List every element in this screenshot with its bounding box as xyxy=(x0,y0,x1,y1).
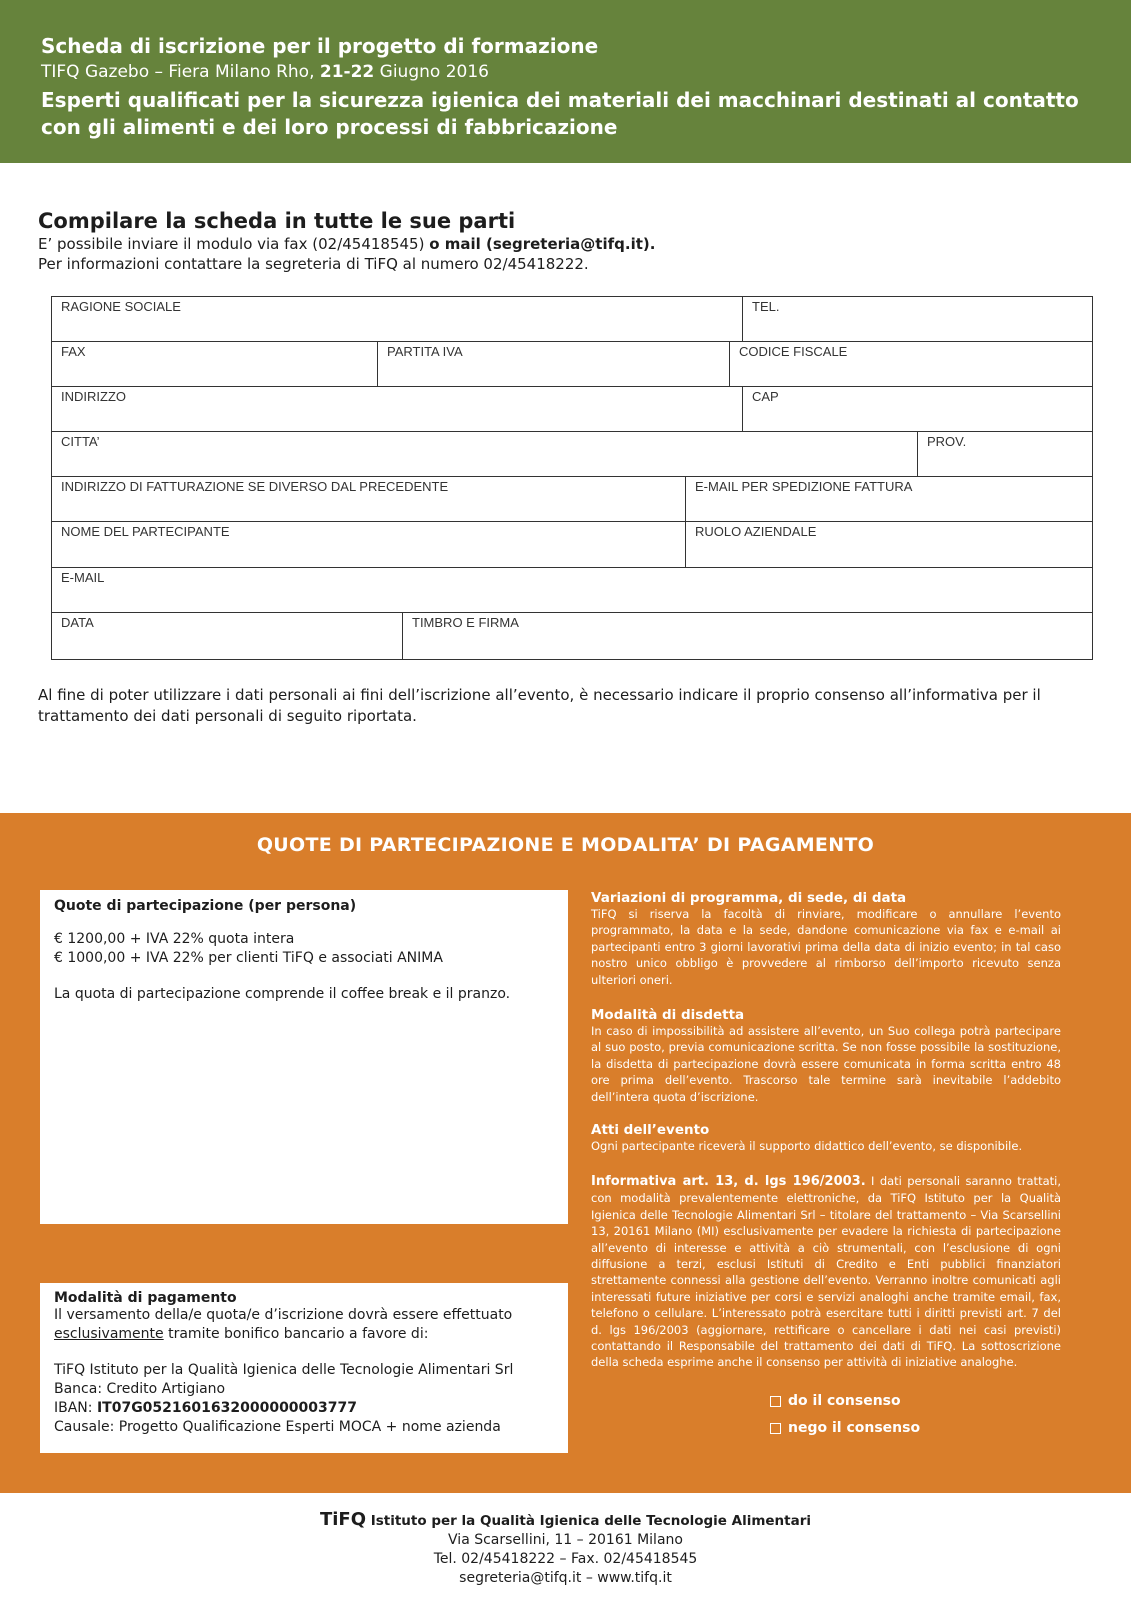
variazioni-text: TiFQ si riserva la facoltà di rinviare, modificare o annullare l’evento programmato, la data e la sede, dandone comunicazione via fax e e-mail ai partecipanti entro 3 giorni lavorativi prima della data di inizio evento; in tal caso nostro unico obbligo è provvedere al rimborso dell’importo ricevuto senza ulteriori oneri. xyxy=(591,907,1061,987)
quote-line: € 1200,00 + IVA 22% quota intera xyxy=(54,931,295,947)
payment-box xyxy=(40,1283,568,1453)
form-row xyxy=(52,297,1092,342)
checkbox-give[interactable] xyxy=(770,1396,781,1407)
course-subtitle: Esperti qualificati per la sicurezza igienica dei materiali dei macchinari destinati al contatto con gli alimenti e dei loro processi di fabbricazione xyxy=(41,88,1079,139)
field-cap[interactable]: CAP xyxy=(742,387,1092,431)
checkbox-deny[interactable] xyxy=(770,1423,781,1434)
field-partita-iva[interactable]: PARTITA IVA xyxy=(377,342,729,386)
footer-brand-line: TiFQ Istituto per la Qualità Igienica delle Tecnologie Alimentari xyxy=(319,1509,812,1530)
payment-bank: Banca: Credito Artigiano xyxy=(54,1381,226,1397)
form-row xyxy=(52,613,1092,659)
field-indirizzo-fatturazione[interactable]: INDIRIZZO DI FATTURAZIONE SE DIVERSO DAL PRECEDENTE xyxy=(61,479,449,494)
informativa-text: Informativa art. 13, d. lgs 196/2003. I dati personali saranno trattati, con modalità prevalentemente elettroniche, da TiFQ Istituto per la Qualità Igienica delle Tecnologie Alimentari Srl – titolare del trattamento – Via Scarsellini 13, 20161 Milano (MI) esclusivamente per evadere la richiesta di partecipazione all’evento di interesse e attività a ciò strumentali, con l’esclusione di ogni diffusione a terzi, esclusi Istituti di Credito e Enti pubblici finanziatori strettamente connessi alla gestione dell’evento. Verranno inoltre comunicati agli interessati future iniziative per corsi e servizi analoghi anche tramite email, fax, telefono o cellulare. L’interessato potrà esercitare tutti i diritti previsti art. 7 del d. lgs 196/2003 (aggiornare, rettificare o cancellare i dati nei casi previsti) contattando il Responsabile del trattamento dei dati di TiFQ. La sottoscrizione della scheda esprime anche il consenso per attività di iniziative analoghe. xyxy=(591,1174,1061,1370)
payment-iban: IBAN: IT07G0521601632000000003777 xyxy=(54,1400,357,1416)
form-row xyxy=(52,387,1092,432)
footer-address: Via Scarsellini, 11 – 20161 Milano xyxy=(448,1532,683,1548)
informativa-section xyxy=(591,1173,1061,1371)
variazioni-section xyxy=(591,890,1061,988)
disdetta-section xyxy=(591,1007,1061,1105)
atti-section xyxy=(591,1122,1061,1154)
atti-text: Ogni partecipante riceverà il supporto didattico dell’evento, se disponibile. xyxy=(591,1139,1023,1153)
form-title: Scheda di iscrizione per il progetto di formazione xyxy=(41,34,599,58)
footer-phone: Tel. 02/45418222 – Fax. 02/45418545 xyxy=(433,1551,698,1567)
form-row xyxy=(52,522,1092,568)
field-fax[interactable]: FAX xyxy=(61,344,86,359)
form-row xyxy=(52,342,1092,387)
field-ruolo-aziendale[interactable]: RUOLO AZIENDALE xyxy=(685,522,1092,567)
quote-line: € 1000,00 + IVA 22% per clienti TiFQ e associati ANIMA xyxy=(54,950,443,966)
section-title: QUOTE DI PARTECIPAZIONE E MODALITA’ DI PAGAMENTO xyxy=(256,834,875,856)
field-email-fattura[interactable]: E-MAIL PER SPEDIZIONE FATTURA xyxy=(685,477,1092,521)
field-tel[interactable]: TEL. xyxy=(742,297,1092,341)
quote-title: Quote di partecipazione (per persona) xyxy=(54,898,357,914)
consent-give-option[interactable]: do il consenso xyxy=(770,1393,920,1409)
footer-logo: TiFQ xyxy=(319,1509,367,1530)
disdetta-title: Modalità di disdetta xyxy=(591,1007,745,1023)
payment-causale: Causale: Progetto Qualificazione Esperti MOCA + nome azienda xyxy=(54,1419,501,1435)
form-row xyxy=(52,568,1092,613)
payment-line: esclusivamente tramite bonifico bancario a favore di: xyxy=(54,1326,429,1342)
atti-title: Atti dell’evento xyxy=(591,1122,710,1138)
field-prov[interactable]: PROV. xyxy=(917,432,1092,476)
intro xyxy=(38,208,1098,274)
payment-line: Il versamento della/e quota/e d’iscrizione dovrà essere effettuato xyxy=(54,1307,513,1323)
consent-note: Al fine di poter utilizzare i dati personali ai fini dell’iscrizione all’evento, è necessario indicare il proprio consenso all’informativa per il trattamento dei dati personali di seguito riportata. xyxy=(38,686,1041,725)
form-row xyxy=(52,477,1092,522)
footer-web: segreteria@tifq.it – www.tifq.it xyxy=(459,1570,672,1586)
field-timbro-firma[interactable]: TIMBRO E FIRMA xyxy=(402,613,1092,659)
intro-title: Compilare la scheda in tutte le sue parti xyxy=(38,209,516,233)
payment-title: Modalità di pagamento xyxy=(54,1290,237,1306)
field-citta[interactable]: CITTA’ xyxy=(61,434,100,449)
consent-options xyxy=(770,1393,920,1447)
intro-line-2: Per informazioni contattare la segreteria di TiFQ al numero 02/45418222. xyxy=(38,255,589,273)
field-data[interactable]: DATA xyxy=(61,615,94,630)
footer xyxy=(0,1510,1131,1588)
payment-company: TiFQ Istituto per la Qualità Igienica delle Tecnologie Alimentari Srl xyxy=(54,1362,514,1378)
field-indirizzo[interactable]: INDIRIZZO xyxy=(61,389,126,404)
form-row xyxy=(52,432,1092,477)
event-info: TIFQ Gazebo – Fiera Milano Rho, 21-22 Giugno 2016 xyxy=(41,62,489,82)
quote-line: La quota di partecipazione comprende il coffee break e il pranzo. xyxy=(54,986,511,1002)
intro-line-1: E’ possibile inviare il modulo via fax (02/45418545) o mail (segreteria@tifq.it). xyxy=(38,235,656,253)
disdetta-text: In caso di impossibilità ad assistere all’evento, un Suo collega potrà partecipare al suo posto, previa comunicazione scritta. Se non fosse possibile la sostituzione, la disdetta di partecipazione dovrà essere comunicata in forma scritta entro 48 ore prima dell’evento. Trascorso tale termine sarà inevitabile l’addebito dell’intera quota d’iscrizione. xyxy=(591,1024,1061,1104)
field-nome-partecipante[interactable]: NOME DEL PARTECIPANTE xyxy=(61,524,230,539)
quote-box xyxy=(40,890,568,1224)
field-codice-fiscale[interactable]: CODICE FISCALE xyxy=(729,342,1092,386)
header-banner xyxy=(0,0,1131,163)
field-ragione-sociale[interactable]: RAGIONE SOCIALE xyxy=(61,299,181,314)
consent-deny-option[interactable]: nego il consenso xyxy=(770,1420,920,1436)
variazioni-title: Variazioni di programma, di sede, di data xyxy=(591,890,907,906)
registration-form xyxy=(51,296,1093,660)
field-email[interactable]: E-MAIL xyxy=(61,570,105,585)
